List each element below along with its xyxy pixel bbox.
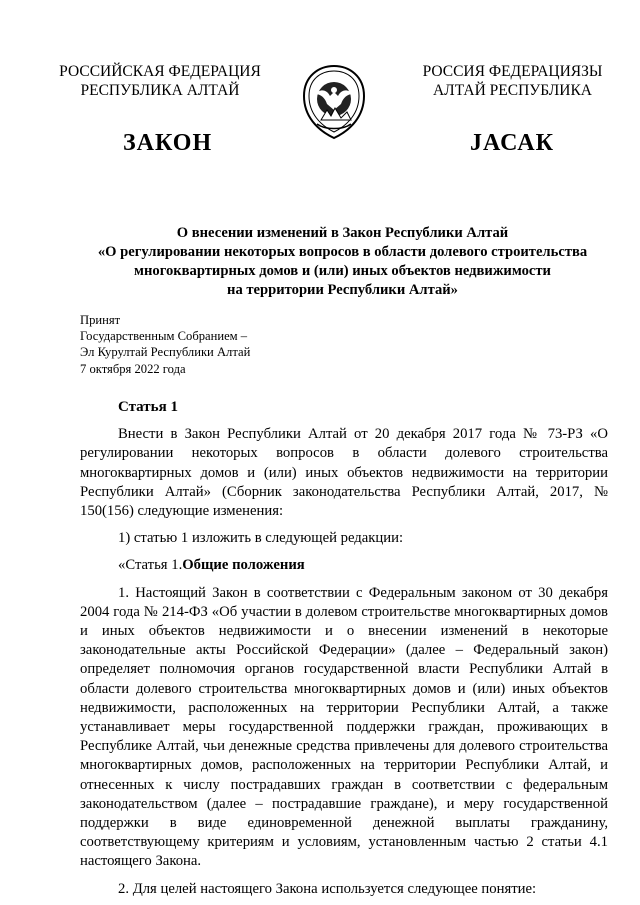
- header-right: [405, 62, 620, 100]
- quoted-article-heading: [80, 556, 608, 575]
- article-intro: Внести в Закон Республики Алтай от 20 декабря 2017 года № 73-РЗ «О регулировании некоторых вопросов в области долевого строительства многоквартирных домов и (или) иных объектов недвижимости на территории Республики Алтай» (Сборник законодательства Республики Алтай, 2017, № 150(156) следующие изменения:: [80, 426, 608, 520]
- article-item-1: 1) статью 1 изложить в следующей редакции:: [118, 530, 404, 547]
- title-line: О внесении изменений в Закон Республики Алтай: [176, 225, 509, 241]
- header-left-line1: РОССИЙСКАЯ ФЕДЕРАЦИЯ: [59, 63, 261, 80]
- adoption-line: Государственным Собранием –: [80, 329, 248, 344]
- adoption-line: Принят: [80, 313, 121, 327]
- paragraph-1: 1. Настоящий Закон в соответствии с Федеральным законом от 30 декабря 2004 года № 214-ФЗ «Об участии в долевом строительстве многоквартирных домов и иных объектов недвижимости и о внесении изменений в некоторые законодательные акты Российской Федерации» (далее – Федеральный закон) определяет полномочия органов государственной власти Республики Алтай в области долевого строительства многоквартирных домов и (или) иных объектов недвижимости, расположенных на территории Республики Алтай, а также устанавливает меры государственной поддержки граждан, проживающих в Республике Алтай, чьи денежные средства привлечены для долевого строительства многоквартирных домов, расположенных на территории Республики Алтай, и отнесенных к числу пострадавших граждан в соответствии с федеральным законодательством (далее – пострадавшие граждане), и меру государственной поддержки в виде единовременной денежной выплаты гражданину, соответствующему критериям и условиям, установленным частью 2 статьи 4.1 настоящего Закона.: [80, 584, 608, 870]
- adoption-block: [80, 312, 250, 377]
- coat-of-arms-icon: [301, 64, 367, 140]
- header-left: [40, 62, 280, 100]
- header-right-line1: РОССИЯ ФЕДЕРАЦИЯЗЫ: [422, 63, 603, 80]
- header-left-line2: РЕСПУБЛИКА АЛТАЙ: [80, 82, 240, 99]
- adoption-date: 7 октября 2022 года: [80, 361, 186, 376]
- article-heading: Статья 1: [118, 399, 178, 415]
- law-label-altai: JАСАК: [470, 130, 555, 156]
- law-title: [70, 224, 615, 300]
- header-right-line2: АЛТАЙ РЕСПУБЛИКА: [432, 82, 592, 99]
- quoted-article-prefix: «Статья 1.: [118, 557, 183, 574]
- paragraph-2: 2. Для целей настоящего Закона используется следующее понятие:: [118, 880, 537, 897]
- title-line: «О регулировании некоторых вопросов в области долевого строительства: [97, 244, 588, 260]
- title-line: многоквартирных домов и (или) иных объектов недвижимости: [134, 263, 551, 279]
- quoted-article-title: Общие положения: [182, 557, 305, 574]
- law-label-russian: ЗАКОН: [123, 130, 213, 156]
- adoption-line: Эл Курултай Республики Алтай: [80, 345, 251, 360]
- article-body: [80, 398, 608, 899]
- title-line: на территории Республики Алтай»: [227, 282, 458, 298]
